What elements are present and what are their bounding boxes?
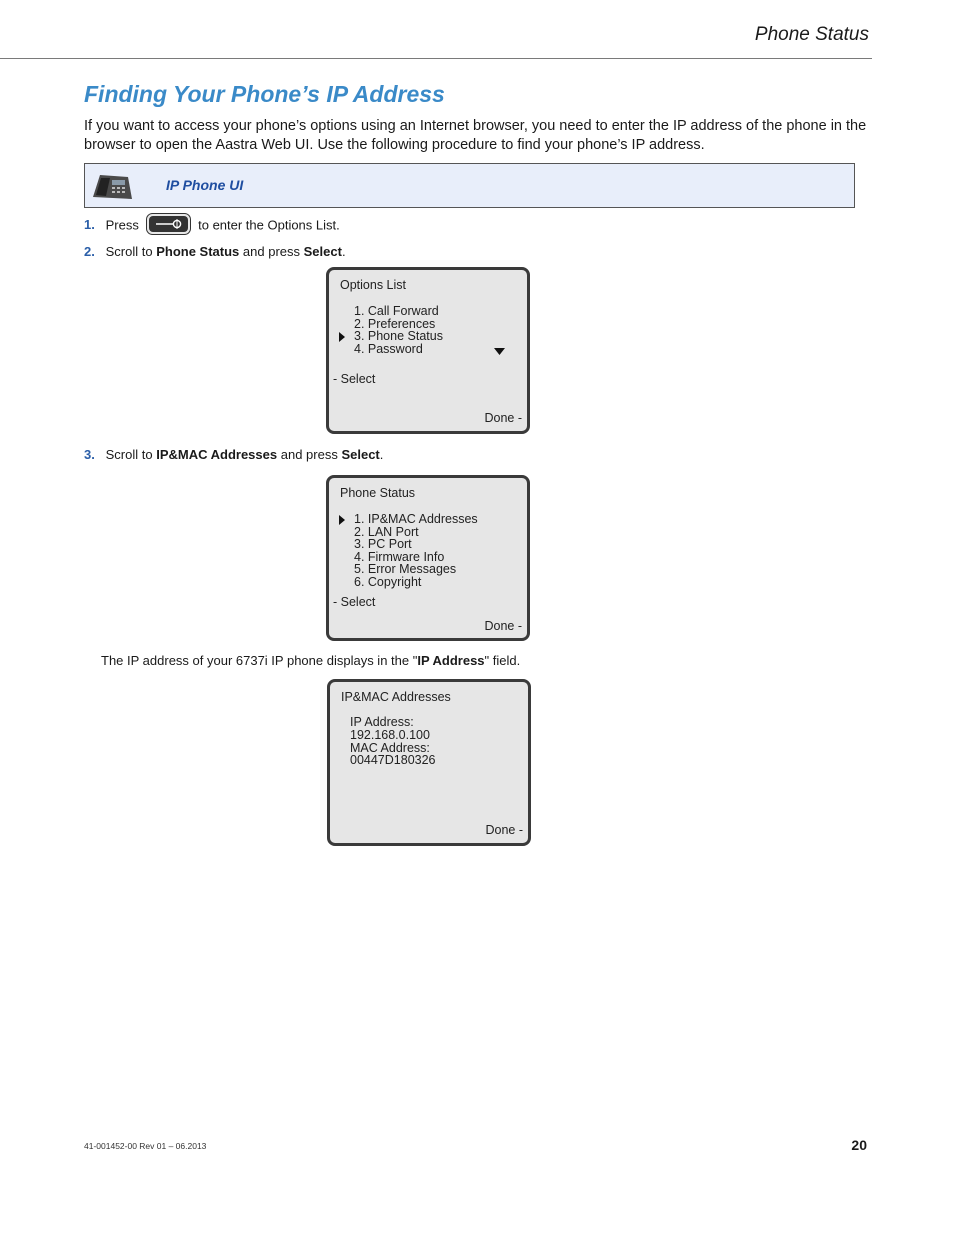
screen-title: IP&MAC Addresses bbox=[341, 690, 451, 704]
step-text: and press bbox=[280, 447, 338, 462]
desk-phone-icon bbox=[90, 171, 134, 201]
intro-paragraph: If you want to access your phone’s options using an Internet browser, you need to enter the IP address of the phone in the browser to open the Aastra Web UI. Use the following procedure to find your phone’s IP address. bbox=[84, 118, 867, 153]
document-number: 41-001452-00 Rev 01 – 06.2013 bbox=[84, 1141, 207, 1151]
mac-address-label: MAC Address: bbox=[350, 740, 430, 755]
scroll-down-arrow-icon bbox=[494, 348, 505, 355]
ip-phone-ui-banner bbox=[84, 163, 855, 208]
selection-cursor-icon bbox=[339, 515, 345, 525]
softkey-done: Done - bbox=[484, 411, 522, 425]
screen-title: Phone Status bbox=[340, 486, 416, 500]
menu-item: 1. IP&MAC Addresses bbox=[354, 512, 478, 526]
page-number: 20 bbox=[851, 1137, 867, 1153]
menu-item: 2. LAN Port bbox=[354, 524, 419, 539]
step-text: Scroll to bbox=[105, 447, 153, 462]
step-number: 3. bbox=[84, 447, 95, 462]
step-keyword: Phone Status bbox=[156, 244, 240, 259]
note-text: The IP address of your 6737i IP phone displays in the " bbox=[101, 653, 418, 668]
page-title: Finding Your Phone’s IP Address bbox=[84, 81, 445, 107]
phone-status-screen bbox=[326, 475, 530, 641]
softkey-done: Done - bbox=[485, 823, 523, 837]
step-text: Scroll to bbox=[105, 244, 153, 259]
softkey-select: - Select bbox=[333, 372, 376, 386]
menu-item: 3. Phone Status bbox=[354, 329, 443, 344]
step-3 bbox=[84, 447, 383, 462]
menu-item: 2. Preferences bbox=[354, 316, 436, 331]
menu-item: 6. Copyright bbox=[354, 574, 422, 589]
note-keyword: IP Address bbox=[417, 653, 485, 668]
step-text: to enter the Options List. bbox=[198, 217, 340, 233]
header-section-title: Phone Status bbox=[754, 24, 869, 45]
ip-address-note bbox=[101, 653, 520, 668]
selection-cursor-icon bbox=[339, 332, 345, 342]
header-divider bbox=[0, 58, 872, 59]
mac-address-value: 00447D180326 bbox=[350, 753, 436, 768]
menu-item: 5. Error Messages bbox=[354, 562, 457, 577]
ip-mac-addresses-screen bbox=[327, 679, 531, 846]
step-number: 1. bbox=[84, 217, 95, 233]
ip-address-value: 192.168.0.100 bbox=[350, 727, 430, 742]
step-keyword: Select bbox=[341, 447, 380, 462]
note-text: " field. bbox=[484, 653, 521, 668]
screen-menu bbox=[354, 305, 443, 355]
ip-mac-details bbox=[350, 716, 436, 767]
menu-item: 3. PC Port bbox=[354, 537, 412, 552]
step-keyword: IP&MAC Addresses bbox=[156, 447, 278, 462]
ip-phone-ui-label: IP Phone UI bbox=[166, 177, 244, 193]
step-2 bbox=[84, 244, 346, 259]
menu-item: 4. Firmware Info bbox=[354, 549, 445, 564]
options-key-icon bbox=[146, 213, 191, 235]
screen-title: Options List bbox=[340, 278, 407, 292]
step-text: . bbox=[379, 447, 384, 462]
step-1 bbox=[84, 217, 340, 235]
options-list-screen bbox=[326, 267, 530, 434]
step-text: Press bbox=[105, 217, 139, 233]
step-text: and press bbox=[242, 244, 301, 259]
step-text: . bbox=[341, 244, 346, 259]
softkey-select: - Select bbox=[333, 595, 376, 609]
menu-item: 1. Call Forward bbox=[354, 304, 439, 318]
step-keyword: Select bbox=[303, 244, 342, 259]
menu-item: 4. Password bbox=[354, 341, 423, 356]
screen-menu bbox=[354, 513, 478, 589]
ip-address-label: IP Address: bbox=[350, 715, 414, 729]
step-number: 2. bbox=[84, 244, 95, 259]
softkey-done: Done - bbox=[484, 619, 522, 633]
